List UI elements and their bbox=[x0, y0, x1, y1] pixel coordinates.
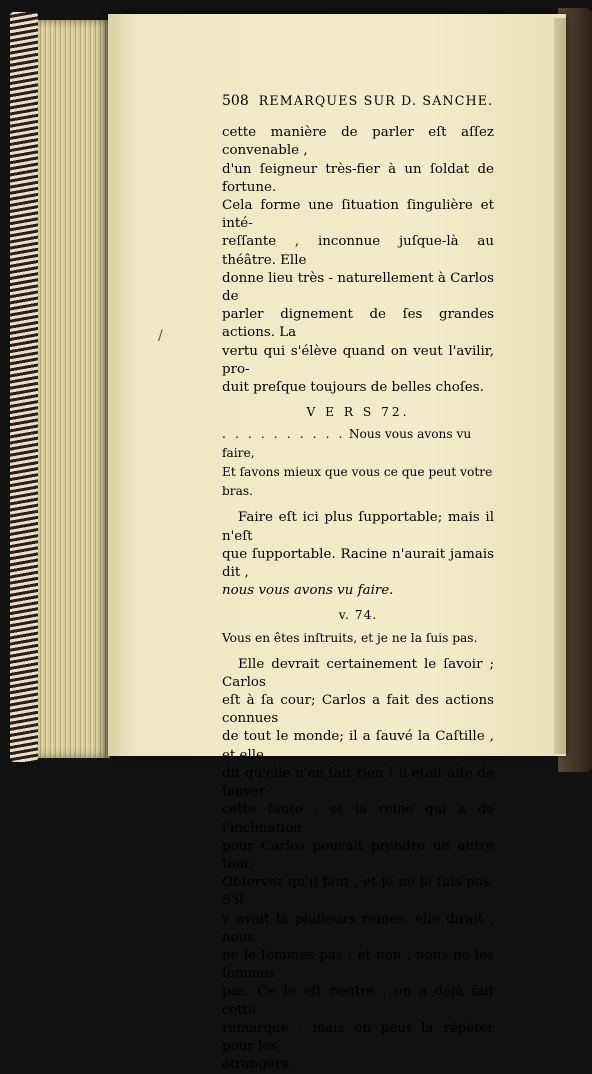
ellipsis-dots: . . . . . . . . . . bbox=[222, 427, 346, 442]
text-line: de tout le monde; il a ſauvé la Caſtille , et elle bbox=[222, 729, 494, 763]
verse-line bbox=[222, 425, 494, 463]
text-line: pas. Ce le eſt neutre ; on a déjà fait cette bbox=[222, 984, 494, 1018]
running-head bbox=[222, 92, 494, 110]
text-line: d'un ſeigneur très-fier à un ſoldat de fortune. bbox=[222, 161, 494, 195]
page-number: 508 bbox=[222, 93, 249, 109]
text-line: pour Carlos pouvait prendre un autre tour. bbox=[222, 838, 494, 872]
text-line: reſſante , inconnue juſque-là au théâtre. Elle bbox=[222, 234, 494, 268]
text-line: Elle devrait certainement le ſavoir ; Carlos bbox=[222, 656, 494, 690]
text-line: remarque , mais on peut la répéter pour les bbox=[222, 1020, 494, 1054]
text-line: nous vous avons vu faire. bbox=[222, 583, 394, 599]
text-line: que ſupportable. Racine n'aurait jamais dit , bbox=[222, 546, 494, 581]
text-line: duit preſque toujours de belles choſes. bbox=[222, 380, 484, 396]
margin-pencil-mark: / bbox=[158, 328, 163, 344]
verse-text: Nous vous avons vu faire, bbox=[222, 427, 472, 461]
text-line: Faire eſt ici plus ſupportable; mais il n'eſt bbox=[222, 510, 494, 544]
text-line: donne lieu très - naturellement à Carlos de bbox=[222, 270, 494, 305]
text-line: ne le ſommes pas ; et non , nous ne les ſommes bbox=[222, 947, 494, 982]
text-line: y avait là pluſieurs reines, elle dirait , nous bbox=[222, 911, 494, 945]
text-line: cette manière de parler eſt aſſez convenable , bbox=[222, 125, 494, 159]
next-page-edge bbox=[554, 18, 566, 754]
page-text bbox=[222, 92, 494, 1074]
running-head-title: REMARQUES SUR D. SANCHE. bbox=[258, 93, 494, 108]
text-line: cette faute , et la reine qui a de l'inclination bbox=[222, 802, 494, 836]
text-line: vertu qui s'élève quand on veut l'avilir, pro- bbox=[222, 343, 494, 377]
text-line: étrangers. bbox=[222, 1057, 293, 1073]
paragraph-2 bbox=[222, 509, 494, 600]
paragraph-1 bbox=[222, 124, 494, 397]
paragraph-3 bbox=[222, 656, 494, 1074]
verse-line: Et ſavons mieux que vous ce que peut votre bras. bbox=[222, 465, 493, 499]
book-spine-edge bbox=[10, 12, 38, 762]
verse-heading: V E R S 72. bbox=[306, 405, 410, 420]
text-line: dit qu'elle n'en ſait rien ! il était aiſé de ſauver bbox=[222, 765, 494, 800]
text-line: eſt à ſa cour; Carlos a fait des actions connues bbox=[222, 693, 494, 727]
page-stack-edge bbox=[38, 20, 110, 758]
text-line: Obſervez qu'il faut , et je ne le ſuis pas. S'il bbox=[222, 875, 494, 909]
text-line: parler dignement de ſes grandes actions. La bbox=[222, 307, 494, 341]
verse-heading: v. 74. bbox=[338, 608, 378, 623]
text-line: Cela forme une ſituation ſingulière et inté- bbox=[222, 198, 494, 232]
verse-line: Vous en êtes inſtruits, et je ne la ſuis pas. bbox=[222, 630, 478, 645]
